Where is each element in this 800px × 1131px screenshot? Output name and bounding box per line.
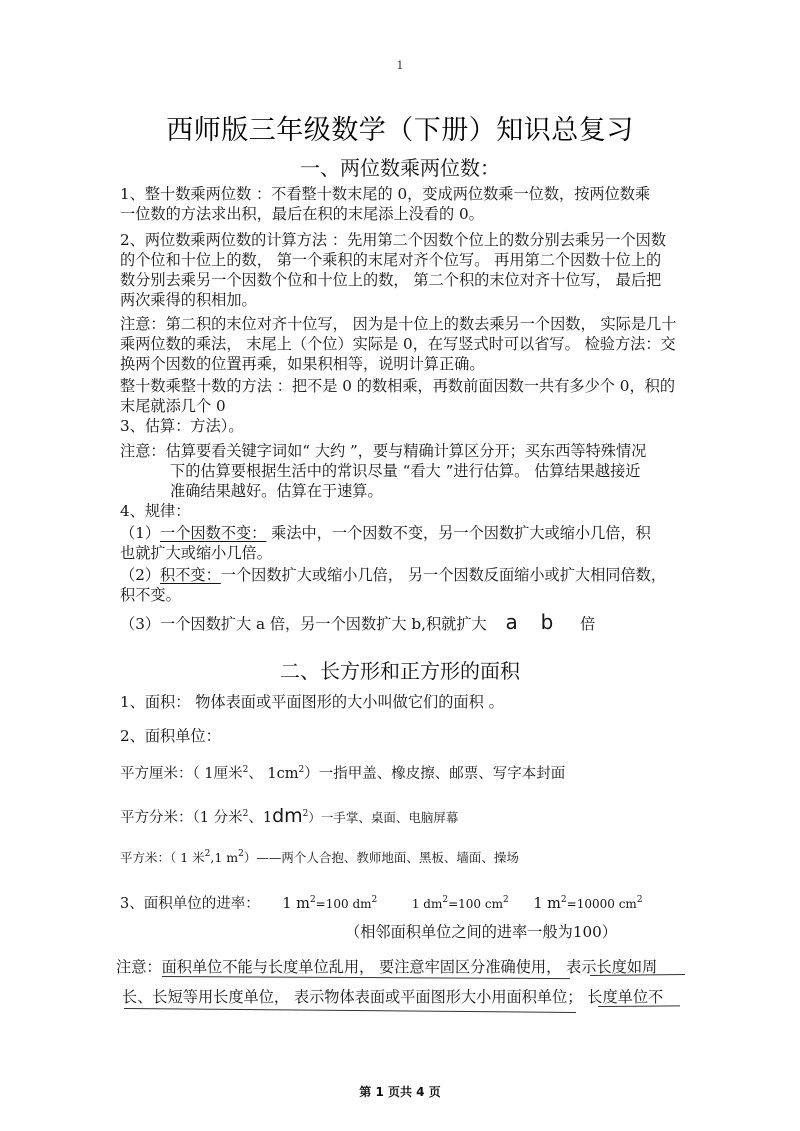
s1-line: 3、估算：方法）。 <box>120 417 244 435</box>
section1-heading: 一、两位数乘两位数： <box>300 156 500 180</box>
unit-dm2-line <box>120 805 458 827</box>
s1-note-line: 下的估算要根据生活中的常识尽量 “看大 ”进行估算。 估算结果越接近 <box>170 462 641 480</box>
conv-m2-dm2 <box>282 896 377 912</box>
s1-line: 末尾就添几个 0 <box>120 397 226 415</box>
sup-2: 2 <box>238 849 244 859</box>
handwritten-underline <box>124 1008 576 1013</box>
conv3-b: =10000 cm <box>566 897 637 911</box>
rule1-line2: 也就扩大或缩小几倍。 <box>120 544 272 562</box>
dm2-big: dm <box>272 805 303 827</box>
rule3-b: b <box>540 610 554 634</box>
note-line-2: 长、长短等用长度单位， 表示物体表面或平面图形大小用面积单位； 长度单位不 <box>122 988 664 1006</box>
m2-label: 平方米：（ 1 米 <box>120 850 205 865</box>
cm2-mid: 、 1cm <box>248 766 299 782</box>
section2-heading: 二、长方形和正方形的面积 <box>280 659 520 683</box>
s1-line: 2、两位数乘两位数的计算方法 ：先用第二个因数个位上的数分别去乘另一个因数 <box>120 231 667 249</box>
conv2-a: 1 dm <box>411 897 443 911</box>
note-line-1: 注意：面积单位不能与长度单位乱用， 要注意牢固区分准确使用， 表示长度如周 <box>116 958 658 976</box>
m2-rest: ）——两个人合抱、教师地面、黑板、墙面、操场 <box>243 850 519 865</box>
s1-line: 的个位和十位上的数， 第一个乘积的末尾对齐个位写。 再用第二个因数十位上的 <box>120 251 662 269</box>
s1-line: 一位数的方法求出积，最后在积的末尾添上没看的 0。 <box>120 205 484 223</box>
page-number-top: 1 <box>396 59 404 72</box>
rule2-line <box>120 565 666 585</box>
rule3-end: 倍 <box>580 615 596 633</box>
dm2-mid: 、1 <box>248 810 273 826</box>
rule3-line <box>120 612 595 634</box>
s1-line: 1、整十数乘两位数 ：不看整十数末尾的 0，变成两位数乘一位数，按两位数乘 <box>120 185 651 203</box>
sup-2: 2 <box>502 895 509 905</box>
rule1-rest: 乘法中，一个因数不变，另一个因数扩大或缩小几倍，积 <box>266 524 651 542</box>
s1-note-line: 注意：第二积的末位对齐十位写， 因为是十位上的数去乘另一个因数， 实际是几十 <box>120 315 677 333</box>
s1-line: 整十数乘整十数的方法 ：把不是 0 的数相乘，再数前面因数一共有多少个 0，积的 <box>120 377 676 395</box>
rule1-prefix: （1） <box>120 524 161 542</box>
unit-m2-line <box>120 848 519 866</box>
cm2-rest: ）一指甲盖、橡皮擦、邮票、写字本封面 <box>304 766 566 782</box>
s1-note-line: 乘两位数的乘法， 末尾上（个位）实际是 0，在写竖式时可以省写。 检验方法：交 <box>120 335 676 353</box>
rule1-line <box>120 523 651 543</box>
area-unit-title: 2、面积单位： <box>120 727 221 745</box>
s1-note-line: 注意：估算要看关键字词如“ 大约 ”，要与精确计算区分开；买东西等特殊情况 <box>120 442 647 460</box>
sup-2: 2 <box>442 895 449 905</box>
rule3-a: a <box>505 610 518 634</box>
sup-2: 2 <box>371 895 378 905</box>
s1-line: 两次乘得的积相加。 <box>120 291 257 309</box>
s1-note-line: 准确结果越好。估算在于速算。 <box>170 482 383 500</box>
conversion-note: （相邻面积单位之间的进率一般为100） <box>345 923 617 941</box>
sup-2: 2 <box>309 895 316 905</box>
sup-2: 2 <box>242 809 249 819</box>
rule3-text: （3）一个因数扩大 a 倍，另一个因数扩大 b,积就扩大 <box>120 615 487 633</box>
sup-2: 2 <box>204 849 211 859</box>
sup-2: 2 <box>560 895 567 905</box>
sup-2: 2 <box>242 765 249 775</box>
conv2-b: =100 cm <box>448 897 503 911</box>
sup-2: 2 <box>636 895 643 905</box>
conv3-a: 1 m <box>533 896 561 912</box>
dm2-label: 平方分米：（1 分米 <box>120 810 243 826</box>
rule2-underlined: 积不变： <box>160 566 221 584</box>
rule2-prefix: （2） <box>120 566 161 584</box>
sup-2: 2 <box>298 765 305 775</box>
conv-m2-cm2 <box>533 896 642 912</box>
conv1-a: 1 m <box>282 896 310 912</box>
cm2-label: 平方厘米：（ 1厘米 <box>120 766 243 782</box>
s1-line: 4、规律： <box>120 502 191 520</box>
rule2-line2: 积不变。 <box>120 586 181 604</box>
unit-cm2-line <box>120 762 565 783</box>
conversion-line <box>120 892 643 913</box>
sup-2: 2 <box>302 809 309 819</box>
conversion-label: 3、面积单位的进率： <box>120 896 260 912</box>
page-footer: 第 1 页共 4 页 <box>359 1085 441 1099</box>
conv1-b: =100 dm <box>315 897 372 911</box>
rule2-rest: 一个因数扩大或缩小几倍， 另一个因数反面缩小或扩大相同倍数， <box>220 566 667 584</box>
document-title: 西师版三年级数学（下册）知识总复习 <box>166 115 634 146</box>
s1-note-line: 换两个因数的位置再乘，如果积相等，说明计算正确。 <box>120 355 485 373</box>
s1-line: 数分别去乘另一个因数个位和十位上的数， 第二个积的末位对齐十位写， 最后把 <box>120 271 662 289</box>
dm2-rest: ）一手掌、桌面、电脑屏幕 <box>308 810 459 825</box>
m2-mid: ,1 m <box>210 850 239 865</box>
rule1-underlined: 一个因数不变： <box>160 524 267 542</box>
area-definition: 1、面积： 物体表面或平面图形的大小叫做它们的面积 。 <box>120 693 504 711</box>
conv-dm2-cm2 <box>412 896 509 912</box>
